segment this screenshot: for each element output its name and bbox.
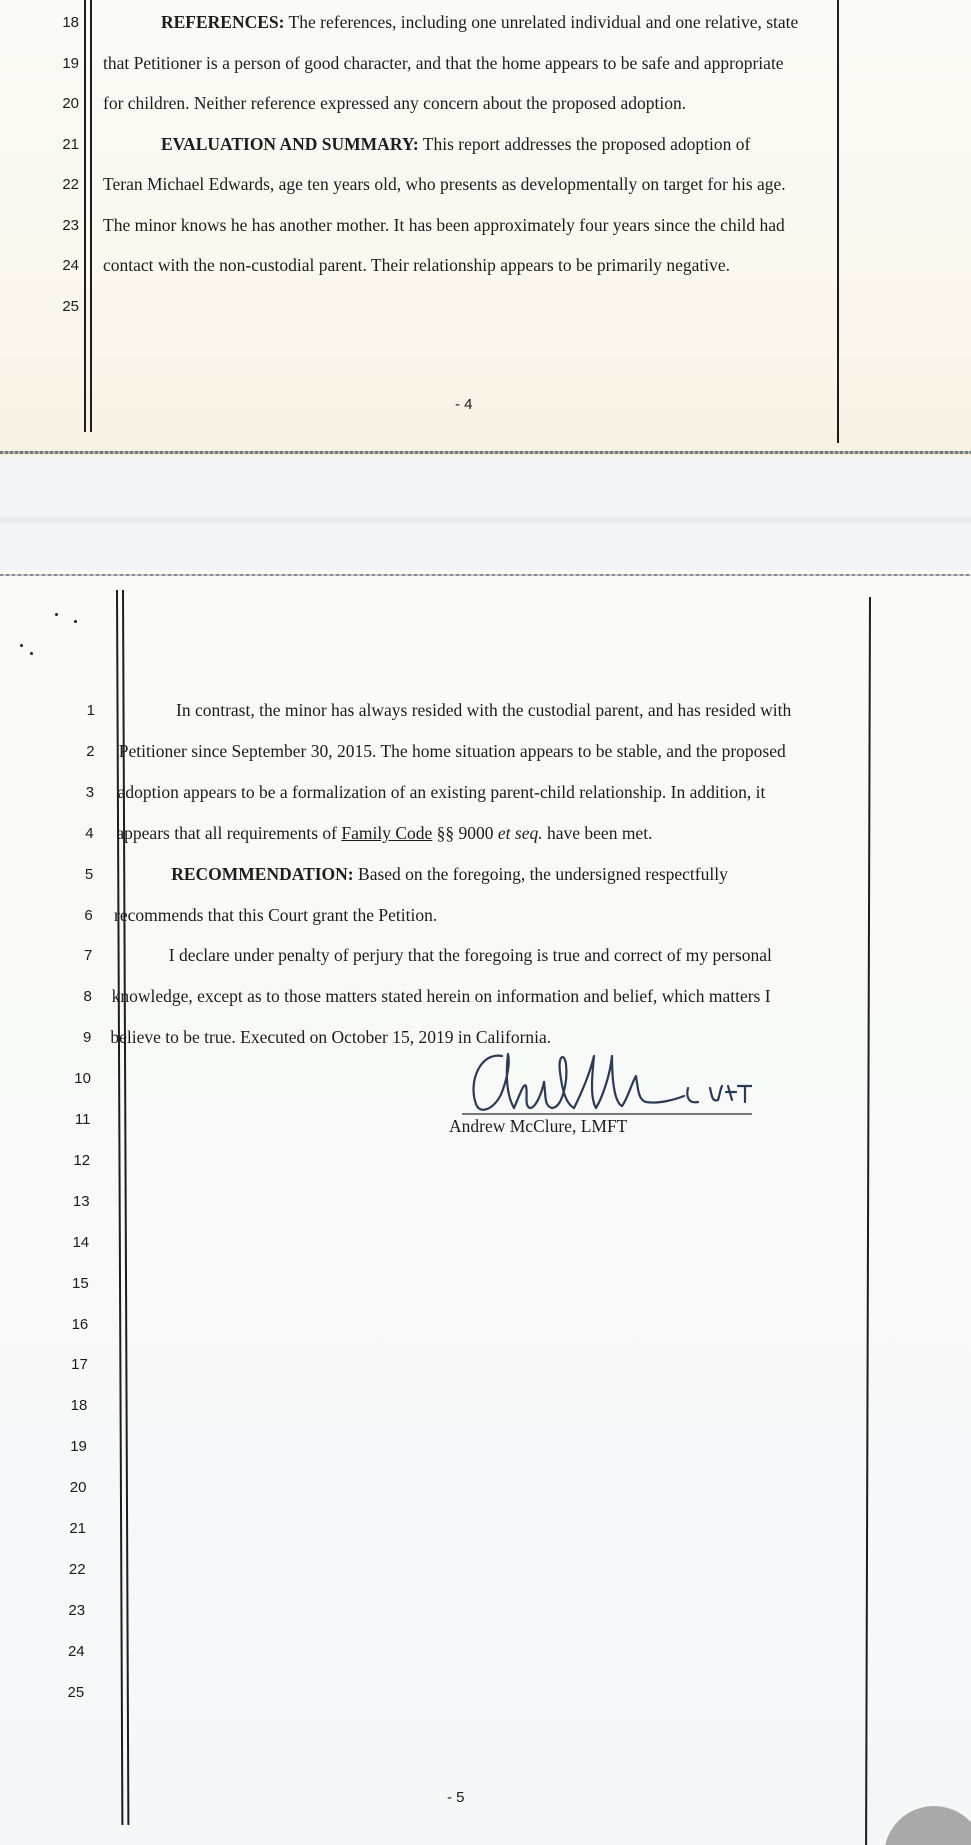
line-number: 11 [74, 1111, 91, 1128]
line-number: 19 [70, 1438, 87, 1456]
line-number: 18 [70, 1397, 88, 1415]
line-number: 12 [73, 1151, 91, 1169]
line-number: 6 [84, 906, 93, 924]
right-margin-rule [837, 0, 839, 443]
scan-speck [20, 644, 23, 647]
text-run: This report addresses the proposed adoption of [418, 133, 751, 154]
line-number: 14 [72, 1233, 90, 1251]
line-number: 17 [71, 1356, 88, 1374]
line-number: 23 [62, 216, 79, 234]
text-line [103, 174, 786, 195]
text-run: et seq. [497, 822, 543, 843]
left-margin-rule [90, 0, 92, 432]
text-run: In contrast, the minor has always resided with the custodial parent, and has resided with [176, 700, 792, 720]
handwritten-signature [462, 1042, 752, 1122]
text-run: Based on the foregoing, the undersigned respectfully [353, 863, 728, 884]
text-line [116, 823, 652, 844]
page-5 [0, 570, 971, 1845]
text-run: Family Code [341, 822, 433, 843]
line-number: 4 [85, 824, 94, 842]
text-run: have been met. [542, 822, 653, 843]
page-4 [0, 0, 971, 457]
line-number: 21 [69, 1520, 86, 1537]
line-number: 22 [68, 1560, 86, 1578]
text-run: for children. Neither reference expressed any concern about the proposed adoption. [103, 93, 687, 113]
text-run: §§ 9000 [432, 822, 498, 843]
text-run: Petitioner since September 30, 2015. The home situation appears to be stable, and the proposed [118, 740, 786, 761]
line-number: 2 [86, 742, 95, 760]
page-edge [0, 451, 971, 454]
line-number: 24 [67, 1642, 85, 1660]
text-line [119, 741, 786, 762]
text-line [103, 215, 785, 236]
line-number: 15 [72, 1274, 89, 1292]
text-run: knowledge, except as to those matters stated herein on information and belief, which matters I [111, 986, 771, 1007]
line-number: 16 [71, 1315, 89, 1333]
line-number: 24 [62, 257, 79, 274]
text-run: The minor knows he has another mother. It has been approximately four years since the child had [103, 214, 785, 235]
line-number: 3 [85, 783, 95, 801]
text-run: appears that all requirements of [116, 822, 342, 843]
left-margin-rule [122, 590, 129, 1825]
text-line [103, 53, 784, 74]
text-run: believe to be true. Executed on October 15, 2019 in California. [110, 1027, 552, 1048]
line-number: 19 [62, 54, 79, 72]
text-line [118, 782, 766, 803]
text-line [103, 93, 686, 114]
text-run: contact with the non-custodial parent. Their relationship appears to be primarily negative. [103, 255, 731, 275]
line-number: 22 [62, 176, 79, 193]
text-run: adoption appears to be a formalization of an existing parent-child relationship. In addition, it [117, 781, 766, 802]
text-run: that Petitioner is a person of good character, and that the home appears to be safe and appropriate [103, 52, 784, 73]
line-number: 7 [83, 947, 93, 965]
scan-speck [74, 620, 77, 623]
scan-speck [55, 613, 58, 616]
signer-name: Andrew McClure, LMFT [449, 1116, 628, 1136]
text-line [161, 134, 750, 155]
line-number: 25 [62, 297, 79, 315]
text-line [103, 255, 730, 276]
text-run: REFERENCES: [161, 12, 285, 32]
text-run: RECOMMENDATION: [171, 863, 354, 884]
text-line [114, 905, 437, 926]
text-run: recommends that this Court grant the Petition. [114, 904, 438, 925]
line-number: 18 [62, 14, 79, 31]
text-run: EVALUATION AND SUMMARY: [161, 133, 419, 154]
line-number: 20 [62, 95, 79, 112]
text-run: Teran Michael Edwards, age ten years old, who presents as developmentally on target for his age. [103, 174, 786, 194]
line-number: 10 [74, 1070, 91, 1088]
left-margin-rule [84, 0, 86, 432]
text-line [171, 864, 728, 885]
line-number: 20 [69, 1479, 87, 1497]
page-gap [0, 457, 971, 570]
page-edge [0, 574, 971, 576]
page-number: - 4 [455, 396, 473, 413]
line-number: 23 [68, 1601, 86, 1619]
page-number: - 5 [447, 1789, 465, 1806]
text-line [161, 12, 798, 33]
text-run: The references, including one unrelated individual and one relative, state [284, 12, 799, 32]
line-number: 8 [83, 988, 92, 1006]
right-margin-rule [865, 597, 871, 1845]
text-line [112, 986, 771, 1007]
line-number: 9 [83, 1029, 92, 1047]
line-number: 21 [62, 135, 79, 153]
line-number: 25 [67, 1683, 85, 1701]
line-number: 5 [84, 865, 94, 883]
line-number: 13 [72, 1192, 90, 1210]
scan-speck [30, 652, 33, 655]
text-line [169, 945, 772, 966]
text-line [176, 700, 791, 721]
text-run: I declare under penalty of perjury that the foregoing is true and correct of my personal [168, 945, 772, 966]
line-number: 1 [86, 702, 95, 719]
